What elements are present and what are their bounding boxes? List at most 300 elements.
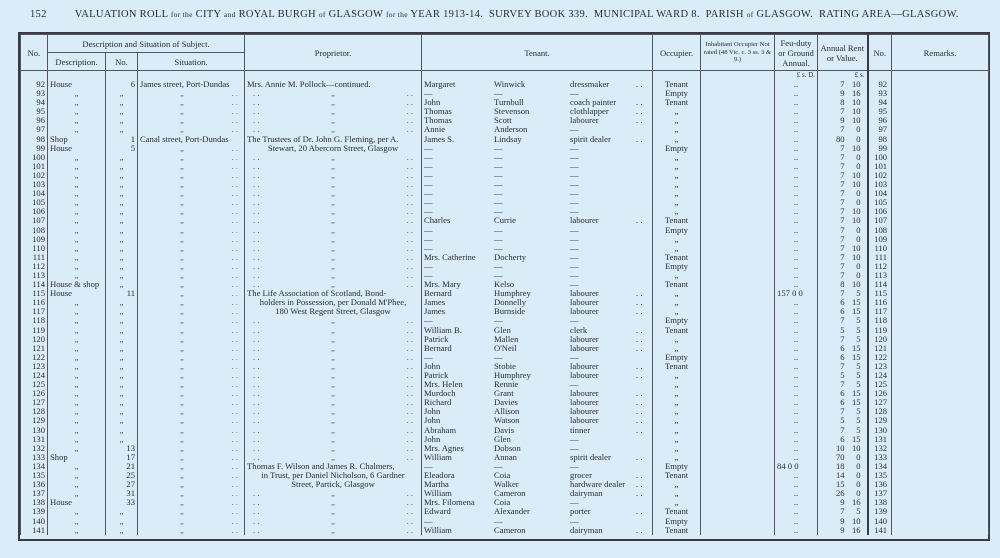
ditto-mark: „ bbox=[331, 452, 335, 462]
rent-value bbox=[820, 116, 865, 125]
rent-shillings: 5 bbox=[856, 407, 861, 417]
feu-duty: .. bbox=[775, 171, 818, 180]
tenant bbox=[422, 125, 653, 134]
street-number: „ bbox=[106, 426, 138, 435]
ditto-mark: „ bbox=[180, 307, 184, 317]
annual-rent bbox=[818, 262, 868, 271]
description: „ bbox=[48, 398, 106, 407]
remarks bbox=[892, 453, 989, 462]
occupier: „ bbox=[653, 116, 701, 125]
tenant-occupation: — bbox=[570, 443, 579, 453]
entry-number-right: 118 bbox=[868, 316, 892, 325]
rent-pounds: 7 bbox=[840, 361, 845, 371]
tenant bbox=[422, 244, 653, 253]
rent-pounds: 7 bbox=[840, 207, 845, 217]
feu-duty: .. bbox=[775, 162, 818, 171]
tenant-first-name: James bbox=[424, 307, 446, 317]
tenant-surname: Glen bbox=[494, 325, 511, 335]
description: „ bbox=[48, 526, 106, 535]
remarks bbox=[892, 198, 989, 207]
rent-value bbox=[820, 444, 865, 453]
ditto-mark: „ bbox=[331, 389, 335, 399]
leader-dots: . . bbox=[406, 189, 414, 199]
inhabitant-occupier bbox=[701, 480, 775, 489]
occupier: Tenant bbox=[653, 471, 701, 480]
street-number: „ bbox=[106, 507, 138, 516]
street-number: „ bbox=[106, 189, 138, 198]
entry-number: 98 bbox=[21, 135, 48, 144]
leader-dots: . . bbox=[253, 207, 260, 217]
tenant-first-name: — bbox=[424, 189, 433, 199]
feu-duty: 157 0 0 bbox=[775, 289, 818, 298]
leader-dots: . . bbox=[636, 489, 643, 499]
occupier: „ bbox=[653, 389, 701, 398]
tenant-occupation: — bbox=[570, 243, 579, 253]
ditto-mark: „ bbox=[180, 298, 184, 308]
ditto-marks bbox=[247, 189, 419, 198]
proprietor: holders in Possession, per Donald M'Phee, bbox=[245, 298, 422, 307]
entry-number: 111 bbox=[21, 253, 48, 262]
remarks bbox=[892, 498, 989, 507]
entry-number: 102 bbox=[21, 171, 48, 180]
header-no: No. bbox=[21, 35, 48, 71]
leader-dots: . . bbox=[231, 189, 239, 199]
proprietor bbox=[245, 380, 422, 389]
leader-dots: . . bbox=[253, 234, 260, 244]
title-text: of bbox=[746, 10, 754, 19]
leader-dots: . . bbox=[406, 416, 414, 426]
street-number: „ bbox=[106, 235, 138, 244]
situation bbox=[138, 98, 245, 107]
street-number: 27 bbox=[106, 480, 138, 489]
entry-number-right: 94 bbox=[868, 98, 892, 107]
table-row bbox=[21, 389, 989, 398]
entry-number-right: 130 bbox=[868, 426, 892, 435]
entry-number-right: 125 bbox=[868, 380, 892, 389]
rent-pounds: 7 bbox=[840, 261, 845, 271]
entry-number-right: 102 bbox=[868, 171, 892, 180]
street-number: „ bbox=[106, 362, 138, 371]
leader-dots: . . bbox=[406, 270, 414, 280]
rent-shillings: 10 bbox=[851, 252, 861, 262]
ditto-marks bbox=[140, 371, 242, 380]
leader-dots: . . bbox=[231, 252, 239, 262]
entry-number-right: 101 bbox=[868, 162, 892, 171]
occupier: „ bbox=[653, 235, 701, 244]
leader-dots: . . bbox=[253, 98, 260, 108]
entry-number-right: 116 bbox=[868, 298, 892, 307]
tenant bbox=[422, 489, 653, 498]
leader-dots: . . bbox=[253, 180, 260, 190]
leader-dots: . . bbox=[636, 525, 643, 535]
leader-dots: . . bbox=[231, 116, 239, 126]
ditto-mark: „ bbox=[180, 280, 184, 290]
occupier: „ bbox=[653, 335, 701, 344]
annual-rent bbox=[818, 289, 868, 298]
tenant-surname: Docherty bbox=[494, 252, 527, 262]
ditto-mark: „ bbox=[180, 107, 184, 117]
leader-dots: . . bbox=[231, 89, 239, 99]
tenant-surname: Grant bbox=[494, 389, 514, 399]
occupier: „ bbox=[653, 371, 701, 380]
proprietor bbox=[245, 316, 422, 325]
tenant-surname: Coia bbox=[494, 471, 511, 481]
leader-dots: . . bbox=[253, 371, 260, 380]
table-row bbox=[21, 89, 989, 98]
street-number: 25 bbox=[106, 471, 138, 480]
description: „ bbox=[48, 180, 106, 189]
remarks bbox=[892, 144, 989, 153]
remarks bbox=[892, 344, 989, 353]
entry-number-right: 121 bbox=[868, 344, 892, 353]
rent-value bbox=[820, 135, 865, 144]
ditto-mark: „ bbox=[180, 389, 184, 399]
description: „ bbox=[48, 380, 106, 389]
proprietor bbox=[245, 507, 422, 516]
tenant-surname: Allison bbox=[494, 407, 520, 417]
table-row bbox=[21, 344, 989, 353]
rent-shillings: 10 bbox=[851, 80, 861, 89]
leader-dots: . . bbox=[231, 207, 239, 217]
entry-number-right: 98 bbox=[868, 135, 892, 144]
rent-pounds: 5 bbox=[840, 325, 845, 335]
annual-rent bbox=[818, 453, 868, 462]
proprietor bbox=[245, 353, 422, 362]
tenant-occupation: — bbox=[570, 234, 579, 244]
remarks bbox=[892, 162, 989, 171]
description: „ bbox=[48, 162, 106, 171]
ditto-mark: „ bbox=[331, 398, 335, 408]
inhabitant-occupier bbox=[701, 353, 775, 362]
ditto-mark: „ bbox=[331, 434, 335, 444]
leader-dots: . . bbox=[406, 325, 414, 335]
description: „ bbox=[48, 198, 106, 207]
tenant bbox=[422, 107, 653, 116]
leader-dots: . . bbox=[253, 243, 260, 253]
rent-pounds: 7 bbox=[840, 198, 845, 208]
situation bbox=[138, 362, 245, 371]
tenant-occupation: labourer bbox=[570, 371, 599, 380]
header-situation: Situation. bbox=[138, 53, 245, 71]
leader-dots: . . bbox=[231, 443, 239, 453]
entry-number: 116 bbox=[21, 298, 48, 307]
leader-dots: . . bbox=[253, 125, 260, 135]
rent-shillings: 0 bbox=[856, 198, 861, 208]
situation bbox=[138, 262, 245, 271]
tenant bbox=[422, 480, 653, 489]
rent-pounds: 7 bbox=[840, 425, 845, 435]
rent-shillings: 15 bbox=[851, 298, 861, 308]
tenant-first-name: Patrick bbox=[424, 334, 449, 344]
leader-dots: . . bbox=[636, 289, 643, 299]
leader-dots: . . bbox=[231, 461, 239, 471]
tenant-first-name: Annie bbox=[424, 125, 446, 135]
leader-dots: . . bbox=[406, 489, 414, 499]
description: „ bbox=[48, 471, 106, 480]
ditto-mark: „ bbox=[331, 443, 335, 453]
street-number: 5 bbox=[106, 144, 138, 153]
table-row bbox=[21, 216, 989, 225]
ditto-mark: „ bbox=[180, 407, 184, 417]
table-row bbox=[21, 253, 989, 262]
tenant-first-name: Charles bbox=[424, 216, 451, 226]
tenant-surname: Alexander bbox=[494, 507, 530, 517]
proprietor bbox=[245, 125, 422, 134]
occupier: Empty bbox=[653, 144, 701, 153]
tenant bbox=[422, 462, 653, 471]
proprietor bbox=[245, 271, 422, 280]
street-number: „ bbox=[106, 216, 138, 225]
ditto-marks bbox=[140, 253, 242, 262]
description: „ bbox=[48, 226, 106, 235]
ditto-marks bbox=[247, 235, 419, 244]
entry-number: 132 bbox=[21, 444, 48, 453]
tenant bbox=[422, 189, 653, 198]
occupier: „ bbox=[653, 162, 701, 171]
entry-number-right: 106 bbox=[868, 207, 892, 216]
entry-number: 92 bbox=[21, 80, 48, 89]
occupier: „ bbox=[653, 380, 701, 389]
ditto-marks bbox=[140, 307, 242, 316]
header-no-2: No. bbox=[868, 35, 892, 71]
ditto-mark: „ bbox=[180, 270, 184, 280]
rent-shillings: 5 bbox=[856, 325, 861, 335]
rent-value bbox=[820, 180, 865, 189]
table-row bbox=[21, 507, 989, 516]
tenant-occupation: — bbox=[570, 352, 579, 362]
tenant-occupation: labourer bbox=[570, 407, 599, 417]
entry-number-right: 127 bbox=[868, 398, 892, 407]
ditto-mark: „ bbox=[180, 289, 184, 299]
annual-rent bbox=[818, 162, 868, 171]
tenant bbox=[422, 362, 653, 371]
rent-shillings: 10 bbox=[851, 443, 861, 453]
leader-dots: . . bbox=[406, 443, 414, 453]
entry-number-right: 113 bbox=[868, 271, 892, 280]
leader-dots: . . bbox=[406, 425, 414, 435]
feu-duty: .. bbox=[775, 326, 818, 335]
rent-pounds: 7 bbox=[840, 507, 845, 517]
entry-number: 131 bbox=[21, 435, 48, 444]
tenant-occupation: porter bbox=[570, 507, 591, 517]
rent-value bbox=[820, 453, 865, 462]
occupier: „ bbox=[653, 407, 701, 416]
situation bbox=[138, 316, 245, 325]
occupier: „ bbox=[653, 207, 701, 216]
situation bbox=[138, 253, 245, 262]
ditto-marks bbox=[247, 362, 419, 371]
description: „ bbox=[48, 125, 106, 134]
rent-pounds: 7 bbox=[840, 270, 845, 280]
entry-number: 121 bbox=[21, 344, 48, 353]
tenant-surname: — bbox=[494, 234, 503, 244]
tenant bbox=[422, 471, 653, 480]
table-row bbox=[21, 444, 989, 453]
leader-dots: . . bbox=[406, 89, 414, 99]
entry-number-right: 100 bbox=[868, 153, 892, 162]
ditto-mark: „ bbox=[331, 207, 335, 217]
ditto-mark: „ bbox=[180, 425, 184, 435]
proprietor bbox=[245, 371, 422, 380]
street-number: 33 bbox=[106, 498, 138, 507]
table-row bbox=[21, 307, 989, 316]
entry-number: 103 bbox=[21, 180, 48, 189]
tenant-first-name: Edward bbox=[424, 507, 451, 517]
tenant-surname: — bbox=[494, 189, 503, 199]
ditto-marks bbox=[140, 407, 242, 416]
description: „ bbox=[48, 107, 106, 116]
entry-number-right: 139 bbox=[868, 507, 892, 516]
tenant-surname: Walker bbox=[494, 480, 519, 490]
inhabitant-occupier bbox=[701, 216, 775, 225]
entry-number-right: 97 bbox=[868, 125, 892, 134]
situation bbox=[138, 507, 245, 516]
feu-duty: .. bbox=[775, 353, 818, 362]
leader-dots: . . bbox=[253, 161, 260, 171]
ditto-marks bbox=[140, 171, 242, 180]
occupier: Tenant bbox=[653, 526, 701, 535]
rent-pounds: 7 bbox=[840, 407, 845, 417]
leader-dots: . . bbox=[636, 452, 643, 462]
tenant-occupation: labourer bbox=[570, 298, 599, 308]
rent-value bbox=[820, 107, 865, 116]
rent-pounds: 6 bbox=[840, 434, 845, 444]
occupier: „ bbox=[653, 135, 701, 144]
occupier: „ bbox=[653, 125, 701, 134]
inhabitant-occupier bbox=[701, 507, 775, 516]
situation bbox=[138, 307, 245, 316]
tenant-occupation: dairyman bbox=[570, 525, 603, 535]
proprietor bbox=[245, 180, 422, 189]
tenant-occupation: — bbox=[570, 207, 579, 217]
annual-rent bbox=[818, 180, 868, 189]
inhabitant-occupier bbox=[701, 153, 775, 162]
annual-rent bbox=[818, 253, 868, 262]
ditto-mark: „ bbox=[180, 325, 184, 335]
leader-dots: . . bbox=[253, 334, 260, 344]
table-row bbox=[21, 125, 989, 134]
inhabitant-occupier bbox=[701, 244, 775, 253]
rent-pounds: 7 bbox=[840, 107, 845, 117]
inhabitant-occupier bbox=[701, 362, 775, 371]
street-number: „ bbox=[106, 207, 138, 216]
feu-duty: 84 0 0 bbox=[775, 462, 818, 471]
proprietor bbox=[245, 244, 422, 253]
annual-rent bbox=[818, 171, 868, 180]
situation bbox=[138, 389, 245, 398]
ditto-mark: „ bbox=[180, 516, 184, 526]
table-row bbox=[21, 462, 989, 471]
leader-dots: . . bbox=[636, 416, 643, 426]
title-text: of bbox=[318, 10, 326, 19]
rent-shillings: 0 bbox=[856, 452, 861, 462]
ditto-mark: „ bbox=[331, 325, 335, 335]
header-occupier: Occupier. bbox=[653, 35, 701, 71]
situation bbox=[138, 235, 245, 244]
ditto-marks bbox=[140, 489, 242, 498]
ditto-mark: „ bbox=[331, 407, 335, 417]
ditto-marks bbox=[140, 498, 242, 507]
street-number: „ bbox=[106, 380, 138, 389]
remarks bbox=[892, 271, 989, 280]
annual-rent bbox=[818, 316, 868, 325]
table-row bbox=[21, 98, 989, 107]
remarks bbox=[892, 253, 989, 262]
tenant-first-name: Murdoch bbox=[424, 389, 456, 399]
tenant-surname: — bbox=[494, 152, 503, 162]
entry-number: 100 bbox=[21, 153, 48, 162]
proprietor bbox=[245, 426, 422, 435]
annual-rent bbox=[818, 526, 868, 535]
rent-shillings: 0 bbox=[856, 471, 861, 481]
leader-dots: . . bbox=[253, 107, 260, 117]
leader-dots: . . bbox=[231, 243, 239, 253]
tenant-occupation: — bbox=[570, 143, 579, 153]
tenant-surname: — bbox=[494, 270, 503, 280]
leader-dots: . . bbox=[636, 80, 643, 89]
leader-dots: . . bbox=[231, 498, 239, 508]
annual-rent bbox=[818, 480, 868, 489]
ditto-marks bbox=[140, 216, 242, 225]
table-row bbox=[21, 244, 989, 253]
entry-number: 110 bbox=[21, 244, 48, 253]
tenant-first-name: Mrs. Catherine bbox=[424, 252, 476, 262]
inhabitant-occupier bbox=[701, 326, 775, 335]
annual-rent bbox=[818, 471, 868, 480]
annual-rent bbox=[818, 398, 868, 407]
street-number: 11 bbox=[106, 289, 138, 298]
ditto-marks bbox=[140, 271, 242, 280]
feu-duty: .. bbox=[775, 389, 818, 398]
rent-value bbox=[820, 344, 865, 353]
annual-rent bbox=[818, 389, 868, 398]
inhabitant-occupier bbox=[701, 380, 775, 389]
ditto-marks bbox=[247, 98, 419, 107]
street-number: „ bbox=[106, 335, 138, 344]
annual-rent bbox=[818, 371, 868, 380]
remarks bbox=[892, 280, 989, 289]
inhabitant-occupier bbox=[701, 253, 775, 262]
description: „ bbox=[48, 316, 106, 325]
feu-duty: .. bbox=[775, 480, 818, 489]
ditto-mark: „ bbox=[180, 216, 184, 226]
feu-duty: .. bbox=[775, 244, 818, 253]
ditto-mark: „ bbox=[331, 425, 335, 435]
inhabitant-occupier bbox=[701, 280, 775, 289]
rent-shillings: 5 bbox=[856, 380, 861, 390]
ditto-marks bbox=[247, 116, 419, 125]
tenant-surname: — bbox=[494, 225, 503, 235]
entry-number: 122 bbox=[21, 353, 48, 362]
leader-dots: . . bbox=[231, 316, 239, 326]
street-number: 1 bbox=[106, 135, 138, 144]
proprietor bbox=[245, 226, 422, 235]
street-number: 13 bbox=[106, 444, 138, 453]
occupier: „ bbox=[653, 189, 701, 198]
leader-dots: . . bbox=[406, 107, 414, 117]
entry-number: 97 bbox=[21, 125, 48, 134]
tenant-occupation: labourer bbox=[570, 116, 599, 126]
inhabitant-occupier bbox=[701, 226, 775, 235]
leader-dots: . . bbox=[231, 225, 239, 235]
occupier: Empty bbox=[653, 316, 701, 325]
ditto-mark: „ bbox=[180, 316, 184, 326]
proprietor: The Life Association of Scotland, Bond- bbox=[245, 289, 422, 298]
ditto-mark: „ bbox=[180, 507, 184, 517]
rent-pounds: 80 bbox=[835, 134, 845, 144]
entry-number-right: 128 bbox=[868, 407, 892, 416]
feu-duty: .. bbox=[775, 189, 818, 198]
